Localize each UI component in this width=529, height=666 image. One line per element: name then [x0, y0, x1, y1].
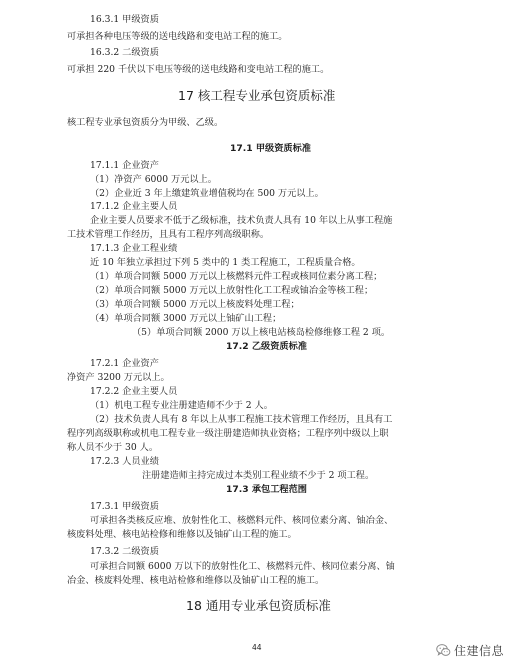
paragraph-line: 称人员不少于 30 人。	[67, 442, 159, 453]
list-item: （2）单项合同额 5000 万元以上放射性化工工程或铀冶金等核工程；	[90, 285, 374, 296]
section-17-1-title: 17.1 甲级资质标准	[230, 143, 311, 154]
list-item: （2）技术负责人具有 8 年以上从事工程施工技术管理工作经历，且具有工	[90, 414, 393, 425]
paragraph-line: 注册建造师主持完成过本类别工程业绩不少于 2 项工程。	[142, 470, 375, 481]
section-16-3-2-heading: 16.3.2 二级资质	[90, 47, 159, 58]
watermark-text: 住建信息	[454, 643, 505, 658]
list-item: （3）单项合同额 5000 万元以上核废料处理工程；	[90, 299, 300, 310]
paragraph-line: 近 10 年独立承担过下列 5 类中的 1 类工程施工，工程质量合格。	[90, 257, 361, 268]
watermark	[436, 640, 504, 660]
section-16-3-1-heading: 16.3.1 甲级资质	[90, 14, 159, 25]
section-17-1-2-heading: 17.1.2 企业主要人员	[90, 201, 178, 212]
chapter-18-title: 18 通用专业承包资质标准	[186, 598, 331, 613]
section-17-2-1-heading: 17.2.1 企业资产	[90, 358, 159, 369]
section-17-1-1-heading: 17.1.1 企业资产	[90, 160, 159, 171]
paragraph-line: 核废料处理、核电站检修和维修以及铀矿山工程的施工。	[67, 529, 297, 540]
paragraph-line: 程序列高级职称或机电工程专业一级注册建造师执业资格；工程序列中级以上职	[67, 428, 389, 439]
paragraph-line: 工技术管理工作经历，且具有工程序列高级职称。	[67, 229, 270, 240]
list-item: （1）机电工程专业注册建造师不少于 2 人。	[90, 400, 273, 411]
list-item: （1）单项合同额 5000 万元以上核燃料元件工程或核同位素分离工程；	[90, 271, 383, 282]
paragraph-line: （1）净资产 6000 万元以上。	[90, 174, 217, 185]
list-item: （4）单项合同额 3000 万元以上铀矿山工程；	[90, 313, 282, 324]
chapter-17-intro: 核工程专业承包资质分为甲级、乙级。	[67, 117, 224, 128]
paragraph-line: 企业主要人员要求不低于乙级标准，技术负责人具有 10 年以上从事工程施	[90, 215, 393, 226]
page-number: 44	[252, 643, 262, 652]
section-17-3-title: 17.3 承包工程范围	[226, 484, 307, 495]
section-17-2-title: 17.2 乙级资质标准	[226, 341, 307, 352]
wechat-icon	[436, 643, 451, 658]
chapter-17-title: 17 核工程专业承包资质标准	[178, 88, 336, 103]
paragraph-line: 可承担合同额 6000 万以下的放射性化工、核燃料元件、核同位素分离、铀	[90, 561, 395, 572]
section-16-3-1-text: 可承担各种电压等级的送电线路和变电站工程的施工。	[67, 31, 288, 42]
section-16-3-2-text: 可承担 220 千伏以下电压等级的送电线路和变电站工程的施工。	[67, 64, 330, 75]
section-17-2-2-heading: 17.2.2 企业主要人员	[90, 386, 178, 397]
paragraph-line: 冶金、核废料处理、核电站检修和维修以及铀矿山工程的施工。	[67, 575, 325, 586]
paragraph-line: （2）企业近 3 年上缴建筑业增值税均在 500 万元以上。	[90, 188, 324, 199]
section-17-3-1-heading: 17.3.1 甲级资质	[90, 501, 159, 512]
section-17-3-2-heading: 17.3.2 二级资质	[90, 546, 159, 557]
section-17-2-3-heading: 17.2.3 人员业绩	[90, 456, 159, 467]
section-17-1-3-heading: 17.1.3 企业工程业绩	[90, 243, 178, 254]
paragraph-line: 可承担各类核反应堆、放射性化工、核燃料元件、核同位素分离、铀冶金、	[90, 515, 394, 526]
paragraph-line: 净资产 3200 万元以上。	[67, 372, 170, 383]
list-item: （5）单项合同额 2000 万以上核电站核岛检修维修工程 2 项。	[132, 327, 391, 338]
